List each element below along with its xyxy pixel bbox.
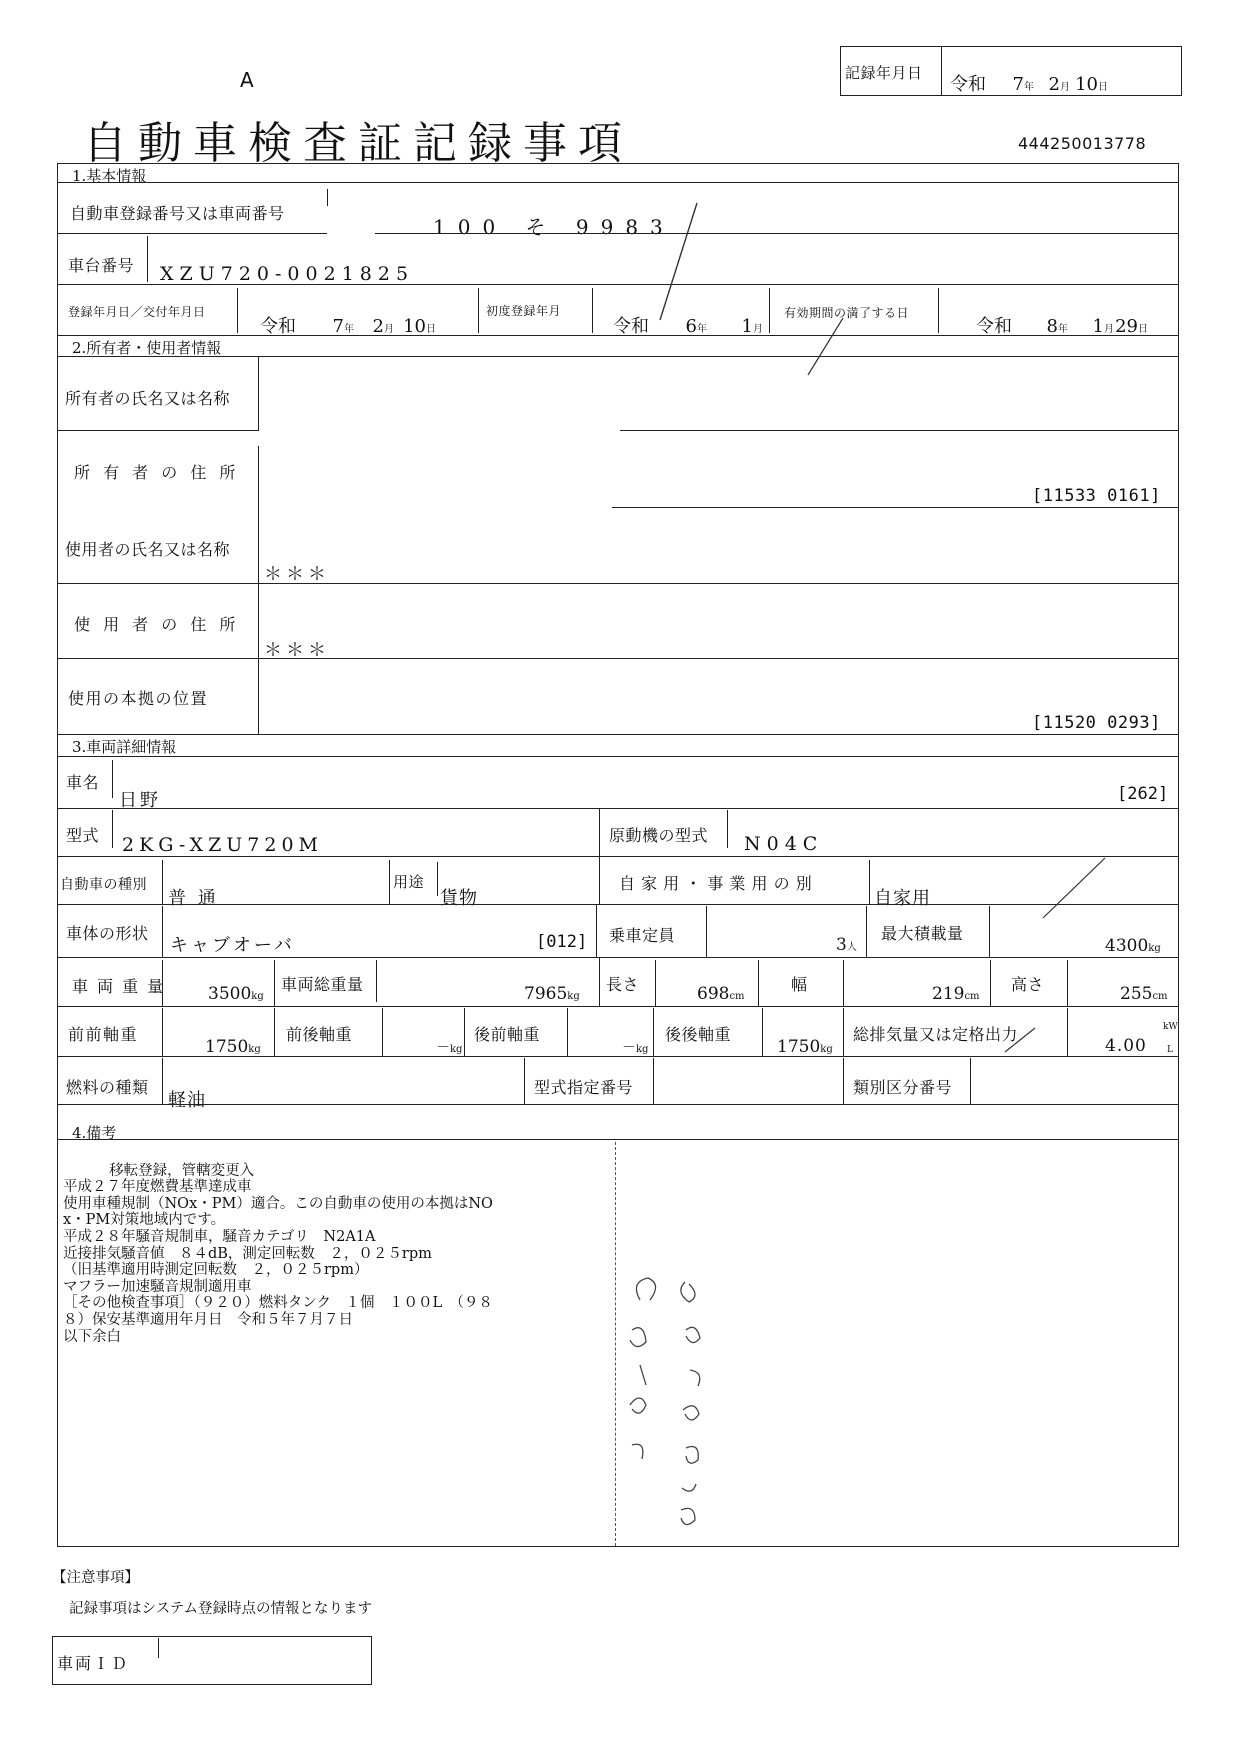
maker-code: [262] — [1117, 784, 1169, 804]
max-load-label: 最大積載量 — [881, 924, 964, 943]
user-name-label: 使用者の氏名又は名称 — [65, 540, 231, 559]
private-business-value: 自家用 — [874, 888, 931, 909]
owner-address-label: 所 有 者 の 住 所 — [74, 463, 240, 482]
front-front-axle-value: 1750kg — [205, 1037, 261, 1057]
remarks-line: マフラー加速騒音規制適用車 — [63, 1278, 252, 1295]
record-date-label: 記録年月日 — [845, 64, 923, 82]
maker-label: 車名 — [66, 773, 100, 792]
height-value: 255cm — [1120, 984, 1168, 1004]
section-2-title: 2.所有者・使用者情報 — [72, 339, 222, 357]
page-title: 自動車検査証記録事項 — [83, 118, 633, 169]
section-4-title: 4.備考 — [72, 1124, 117, 1142]
private-business-label: 自 家 用 ・ 事 業 用 の 別 — [619, 874, 813, 893]
remarks-line: 近接排気騒音値 ８４dB，測定回転数 ２，０２５rpm — [63, 1245, 432, 1262]
front-rear-axle-value: －kg — [436, 1040, 463, 1056]
remarks-line: ［その他検査事項］（９２０）燃料タンク １個 １００L （９８ — [63, 1295, 493, 1312]
type-designation-label: 型式指定番号 — [534, 1078, 634, 1097]
displacement-unit-bottom: L — [1167, 1045, 1173, 1055]
first-reg-value: 令和 6年 1月 — [613, 316, 763, 337]
rear-front-axle-label: 後前軸重 — [474, 1025, 541, 1044]
expiry-label: 有効期間の満了する日 — [784, 306, 910, 320]
maker-value: 日野 — [119, 790, 161, 811]
fuel-type-value: 軽油 — [168, 1090, 206, 1111]
engine-value: N04C — [744, 833, 824, 855]
remarks-line: （旧基準適用時測定回転数 ２，０２５rpm） — [63, 1262, 369, 1279]
owner-name-label: 所有者の氏名又は名称 — [65, 389, 231, 408]
reg-number-value: 100 そ 9983 — [433, 215, 675, 239]
chassis-value: XZU720-0021825 — [160, 263, 415, 285]
remarks-line: ８）保安基準適用年月日 令和５年７月７日 — [63, 1311, 353, 1328]
remarks-line: x・PM対策地域内です。 — [63, 1212, 226, 1229]
kind-value: 普 通 — [168, 888, 219, 909]
vehicle-weight-value: 3500kg — [208, 984, 264, 1004]
reg-number-label: 自動車登録番号又は車両番号 — [70, 204, 285, 223]
notes-title: 【注意事項】 — [52, 1570, 139, 1586]
section-3-title: 3.車両詳細情報 — [72, 738, 177, 756]
model-value: 2KG-XZU720M — [122, 834, 324, 856]
use-value: 貨物 — [440, 888, 478, 909]
remarks-line: 平成２７年度燃費基準達成車 — [63, 1179, 252, 1196]
corner-letter: A — [240, 68, 254, 92]
base-location-label: 使用の本拠の位置 — [68, 689, 209, 708]
body-shape-value: キャブオーバ — [170, 935, 295, 956]
class-number-label: 類別区分番号 — [853, 1078, 953, 1097]
reg-date-value: 令和 7年 2月 10日 — [260, 316, 436, 337]
vehicle-weight-label: 車 両 重 量 — [72, 977, 166, 996]
first-reg-label: 初度登録年月 — [486, 304, 562, 318]
user-address-value: ＊＊＊ — [264, 640, 330, 661]
vehicle-id-label: 車両ＩＤ — [57, 1654, 130, 1673]
remarks-line: 使用車種規制（NOx・PM）適合。この自動車の使用の本拠はNO — [63, 1195, 493, 1212]
capacity-label: 乗車定員 — [609, 926, 676, 945]
height-label: 高さ — [1011, 975, 1045, 994]
fuel-type-label: 燃料の種類 — [66, 1078, 149, 1097]
rear-rear-axle-value: 1750kg — [777, 1037, 833, 1057]
notes-text: 記録事項はシステム登録時点の情報となります — [69, 1601, 373, 1617]
model-label: 型式 — [66, 826, 100, 845]
user-name-value: ＊＊＊ — [264, 564, 330, 585]
reg-date-label: 登録年月日／交付年月日 — [68, 305, 206, 319]
chassis-label: 車台番号 — [68, 256, 135, 275]
rear-rear-axle-label: 後後軸重 — [665, 1025, 732, 1044]
displacement-value: 4.00 — [1105, 1036, 1147, 1056]
expiry-value: 令和 8年 1月29日 — [976, 316, 1148, 337]
capacity-value: 3人 — [836, 935, 857, 955]
use-label: 用途 — [393, 873, 425, 891]
user-address-label: 使 用 者 の 住 所 — [74, 615, 240, 634]
gross-weight-value: 7965kg — [524, 984, 580, 1004]
front-rear-axle-label: 前後軸重 — [286, 1025, 353, 1044]
max-load-value: 4300kg — [1105, 936, 1161, 956]
base-location-code: [11520 0293] — [1032, 713, 1161, 733]
remarks-line: 移転登録，管轄変更入 — [63, 1162, 255, 1179]
length-value: 698cm — [697, 984, 745, 1004]
width-value: 219cm — [932, 984, 980, 1004]
front-front-axle-label: 前前軸重 — [68, 1025, 139, 1044]
body-shape-code: [012] — [536, 932, 588, 952]
rear-front-axle-value: －kg — [622, 1040, 649, 1056]
document-number: 444250013778 — [1018, 134, 1147, 153]
remarks-line: 平成２８年騒音規制車，騒音カテゴリ N2A1A — [63, 1228, 376, 1245]
remarks-line: 以下余白 — [63, 1328, 121, 1345]
displacement-unit-top: kW — [1163, 1022, 1178, 1032]
kind-label: 自動車の種別 — [60, 877, 147, 893]
record-date-value: 令和 7年 2月 10日 — [950, 74, 1108, 95]
engine-label: 原動機の型式 — [609, 826, 709, 845]
displacement-label: 総排気量又は定格出力 — [853, 1025, 1019, 1044]
width-label: 幅 — [791, 975, 808, 994]
body-shape-label: 車体の形状 — [66, 924, 149, 943]
length-label: 長さ — [606, 975, 640, 994]
owner-address-code: [11533 0161] — [1032, 486, 1161, 506]
section-1-title: 1.基本情報 — [72, 167, 147, 185]
gross-weight-label: 車両総重量 — [281, 975, 364, 994]
